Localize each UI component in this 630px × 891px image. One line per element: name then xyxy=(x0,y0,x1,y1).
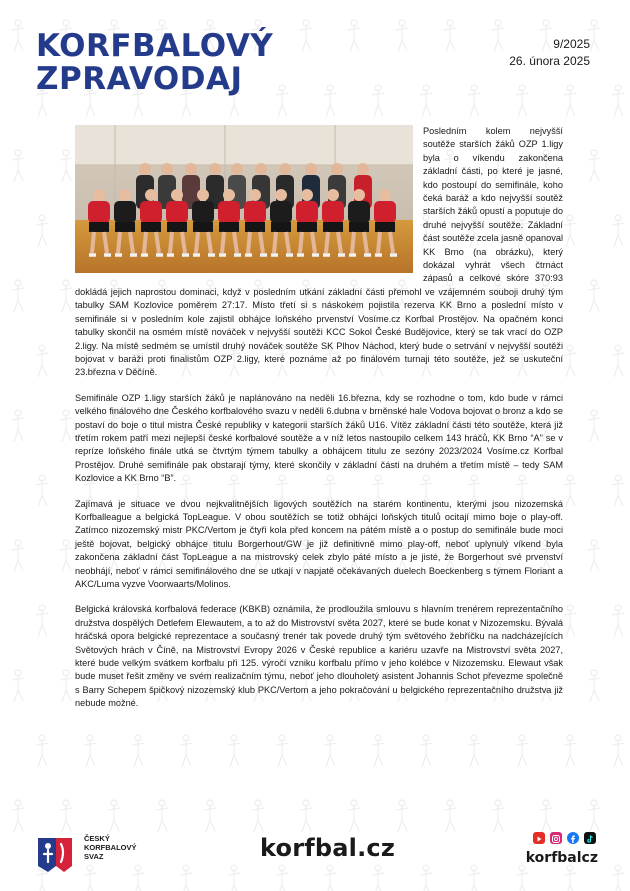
background-player-figure xyxy=(588,540,600,572)
background-player-figure xyxy=(588,670,600,702)
article-paragraph-4: Belgická královská korfbalová federace (KBKB) oznámila, že prodloužila smlouvu s hlavním trenérem reprezentačního družstva dospělých Detlefem Elewautem, a to až do Mistrovství světa 2027, které se bude konat v Nizozemsku. Bývalá hráčská opora belgické reprezentace a současný trenér tak povede druhý tým světového žebříčku na nadcházejících Světových hrách v Číně, na Mistrovství Evropy 2026 v České republice a kariéru uzavře na Mistrovství světa 2027, které bude velkým svátkem korfbalu při 125. výročí vzniku korfbalu přímo v jeho kolébce v Nizozemsku. Elewaut však bude muset řešit změny ve svém realizačním týmu, neboť jeho dlouholetý asistent Johannis Schot převezme společně s Barry Schepem špičkový nizozemský klub PKC/Vertom a jeho pokračování u belgického reprezentačního družstva již nebude možné. xyxy=(75,604,563,709)
background-player-figure xyxy=(372,85,384,117)
team-photo xyxy=(75,125,413,273)
background-player-figure xyxy=(132,735,144,767)
background-player-figure xyxy=(12,540,24,572)
background-player-figure xyxy=(60,540,72,572)
social-handle: korfbalcz xyxy=(525,850,598,866)
background-player-figure xyxy=(444,20,456,52)
background-player-figure xyxy=(588,410,600,442)
background-player-figure xyxy=(228,735,240,767)
background-player-figure xyxy=(564,605,576,637)
background-player-figure xyxy=(612,215,624,247)
background-player-figure xyxy=(36,475,48,507)
photo-player-head xyxy=(275,189,287,201)
background-player-figure xyxy=(36,215,48,247)
article-paragraph-2: Semifinále OZP 1.ligy starších žáků je naplánováno na neděli 16.března, kdy se rozhodne o tom, kdo bude v rámci velkého finálového dne Českého korfbalového svazu v neděli 6.dubna v brněnské hale Vodova bojovat o bronz a kdo se postaví do boje o titul mistra České republiky v kategorii starších žáků U16. Vítěz základní části této soutěže, která již třetím rokem patří mezi nejlepší české korfbalové soutěže a v níž letos nastoupilo celkem 143 hráčů, KK Brno “A” se v repríze loňského finále utká se čtvrtým týmem tabulky a obhájcem titulu ze sezóny 2023/2024 Vosíme.cz Korfbal Prostějov. Druhé semifinále pak obstarají týmy, které skončily v základní části na druhém a třetím místě – tedy SAM Kozlovice a KK Brno “B”. xyxy=(75,392,563,484)
background-player-figure xyxy=(36,605,48,637)
photo-player-jersey xyxy=(296,201,318,223)
background-player-figure xyxy=(564,85,576,117)
background-player-figure xyxy=(612,475,624,507)
footer xyxy=(0,820,630,890)
photo-player-jersey xyxy=(218,201,240,223)
photo-player-shorts xyxy=(219,222,239,232)
background-player-figure xyxy=(60,670,72,702)
association-name-line2: KORFBALOVÝ xyxy=(84,843,137,853)
photo-player-jersey xyxy=(192,201,214,223)
background-player-figure xyxy=(300,20,312,52)
association-name xyxy=(84,834,137,862)
photo-person-head xyxy=(185,163,197,175)
photo-player-head xyxy=(379,189,391,201)
photo-person-head xyxy=(231,163,243,175)
background-player-figure xyxy=(564,735,576,767)
photo-person-head xyxy=(139,163,151,175)
photo-player-head xyxy=(197,189,209,201)
photo-player-head xyxy=(327,189,339,201)
article-body xyxy=(75,125,563,723)
background-player-figure xyxy=(396,20,408,52)
facebook-icon[interactable] xyxy=(567,832,579,844)
background-player-figure xyxy=(276,85,288,117)
photo-player-head xyxy=(93,189,105,201)
photo-player-jersey xyxy=(270,201,292,223)
photo-player-jersey xyxy=(140,201,162,223)
background-player-figure xyxy=(372,735,384,767)
masthead xyxy=(36,30,273,96)
photo-player-head xyxy=(223,189,235,201)
background-player-figure xyxy=(612,735,624,767)
background-player-figure xyxy=(348,20,360,52)
photo-person-head xyxy=(161,163,173,175)
tiktok-icon[interactable] xyxy=(584,832,596,844)
photo-player-shorts xyxy=(375,222,395,232)
photo-player-head xyxy=(171,189,183,201)
photo-person-head xyxy=(279,163,291,175)
background-player-figure xyxy=(276,735,288,767)
association-logo-icon xyxy=(34,832,76,874)
background-player-figure xyxy=(12,280,24,312)
photo-person-head xyxy=(357,163,369,175)
photo-person-head xyxy=(255,163,267,175)
photo-player-shorts xyxy=(245,222,265,232)
background-player-figure xyxy=(492,20,504,52)
background-player-figure xyxy=(36,735,48,767)
photo-person-head xyxy=(331,163,343,175)
background-player-figure xyxy=(588,280,600,312)
photo-player-jersey xyxy=(88,201,110,223)
photo-player-head xyxy=(353,189,365,201)
background-player-figure xyxy=(36,345,48,377)
photo-player-shorts xyxy=(115,222,135,232)
social-icons xyxy=(533,832,596,844)
photo-player-head xyxy=(119,189,131,201)
youtube-icon[interactable] xyxy=(533,832,545,844)
photo-player-shorts xyxy=(297,222,317,232)
photo-person-head xyxy=(305,163,317,175)
background-player-figure xyxy=(468,735,480,767)
photo-person-head xyxy=(209,163,221,175)
background-player-figure xyxy=(516,85,528,117)
background-player-figure xyxy=(612,605,624,637)
photo-player-shorts xyxy=(141,222,161,232)
background-player-figure xyxy=(12,20,24,52)
background-player-figure xyxy=(60,150,72,182)
photo-player-head xyxy=(301,189,313,201)
background-player-figure xyxy=(12,670,24,702)
issue-number: 9/2025 xyxy=(553,37,590,51)
background-player-figure xyxy=(516,735,528,767)
issue-date: 26. února 2025 xyxy=(509,54,590,68)
photo-player-shorts xyxy=(193,222,213,232)
photo-player-jersey xyxy=(114,201,136,223)
background-player-figure xyxy=(12,150,24,182)
newsletter-title-line2: ZPRAVODAJ xyxy=(36,61,243,97)
background-player-figure xyxy=(564,215,576,247)
photo-player-jersey xyxy=(374,201,396,223)
photo-player-shorts xyxy=(89,222,109,232)
background-player-figure xyxy=(324,735,336,767)
instagram-icon[interactable] xyxy=(550,832,562,844)
background-player-figure xyxy=(60,410,72,442)
background-player-figure xyxy=(564,475,576,507)
photo-player-shorts xyxy=(167,222,187,232)
photo-player-head xyxy=(249,189,261,201)
association-name-line3: SVAZ xyxy=(84,852,104,862)
photo-player-shorts xyxy=(349,222,369,232)
photo-player-jersey xyxy=(348,201,370,223)
newsletter-title-line1: KORFBALOVÝ xyxy=(36,28,274,64)
article-paragraph-1: Posledním kolem nejvyšší soutěže starších žáků OZP 1.ligy byla o víkendu zakončena základní části, po které je jasné, kdo postoupí do semifinále, koho čeká baráž a kdo nejvyšší soutěž starších žáků opustí a poputuje do druhé nejvyšší soutěže. Základní část soutěže zcela jasně opanoval KK Brno (na obrázku), který dokázal vyhrát všech čtrnáct zápasů a celkové skóre 370:93 dokládá jejich naprostou dominaci, když v posledním utkání základní části přemohl ve vzájemném souboji druhý tým tabulky SAM Kozlovice poměrem 27:17. Místo třetí si s náskokem pojistila rezerva KK Brno a poslední místo v semifinále si v posledním kole zajistil obhájce loňského prvenství Vosíme.cz Korfbal Prostějov. Na opačném konci tabulky skončil na osmém místě nováček v nejvyšší soutěži KCC Sokol České Budějovice, který se tak vrací do OZP 2.ligy. Na místě sedmém se umístil druhý nováček soutěže SK Plhov Náchod, který bude o setrvání v nejvyšší soutěži bojovat v baráži proti finalistům OZP 2.ligy, které poznáme až po finálovém turnaji této soutěže, jež se uskuteční 23.března v Děčíně. xyxy=(75,126,563,378)
photo-player-shorts xyxy=(323,222,343,232)
background-player-figure xyxy=(588,150,600,182)
background-player-figure xyxy=(420,735,432,767)
background-player-figure xyxy=(324,85,336,117)
photo-player-head xyxy=(145,189,157,201)
association-name-line1: ČESKÝ xyxy=(84,834,110,843)
issue-info xyxy=(509,36,590,70)
photo-player-shorts xyxy=(271,222,291,232)
background-player-figure xyxy=(12,410,24,442)
background-player-figure xyxy=(468,85,480,117)
background-player-figure xyxy=(420,85,432,117)
photo-player-jersey xyxy=(166,201,188,223)
background-player-figure xyxy=(84,735,96,767)
background-player-figure xyxy=(564,345,576,377)
photo-player-jersey xyxy=(244,201,266,223)
background-player-figure xyxy=(612,345,624,377)
article-paragraph-3: Zajímavá je situace ve dvou nejkvalitnějších ligových soutěžích na starém kontinentu, kterými jsou nizozemská Korfballeague a belgická TopLeague. V obou soutěžích se totiž obhájci loňských titulů ocitají mimo boje o play-off. Zatímco nizozemský mistr PKC/Vertom je čtyři kola před koncem na pátém místě a o postup do semifinále bude moci ještě bojovat, belgický obhájce titulu Borgerhout/GW je již definitivně mimo play-off, neboť uplynulý víkend byla zakončena základní část TopLeague a na mistrovský celek zbylo páté místo a je jisté, že Borgerhout své prvenství neobhájí, neboť v rámci semifinálového dne se utkají v napjatě očekávaných duelech Boeckenberg s týmem Floriant a AKC/Luma vyzve Voorwaarts/Molinos. xyxy=(75,498,563,589)
website-link[interactable]: korfbal.cz xyxy=(260,834,395,862)
background-player-figure xyxy=(60,280,72,312)
background-player-figure xyxy=(612,85,624,117)
background-player-figure xyxy=(180,735,192,767)
photo-player-jersey xyxy=(322,201,344,223)
